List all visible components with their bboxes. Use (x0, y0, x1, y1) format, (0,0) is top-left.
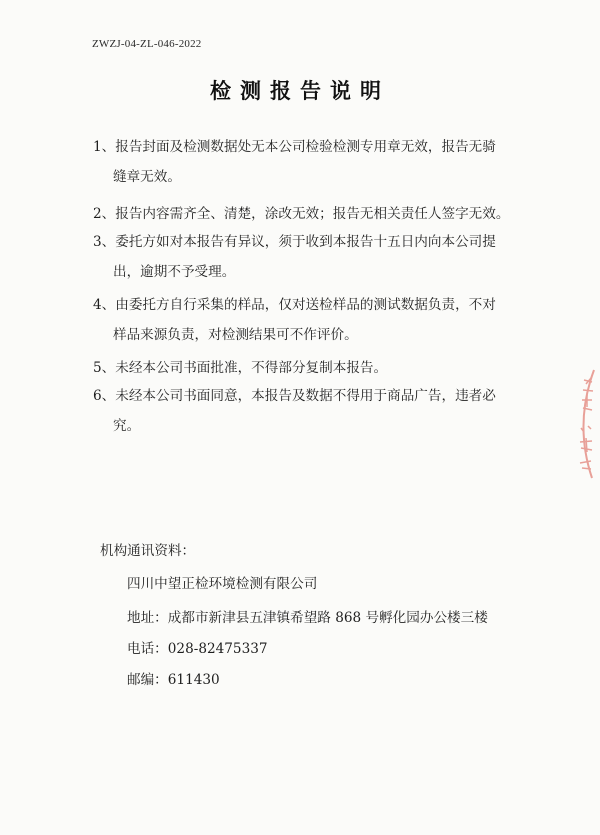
clause-4-line-1: 4、由委托方自行采集的样品，仅对送检样品的测试数据负责，不对 (93, 297, 496, 313)
contact-heading: 机构通讯资料： (100, 543, 196, 559)
stamp-glyph-2 (582, 395, 592, 410)
clause-3-line-1: 3、委托方如对本报告有异议，须于收到本报告十五日内向本公司提 (93, 234, 496, 250)
clause-4-line-2: 样品来源负责，对检测结果可不作评价。 (113, 327, 358, 343)
document-code: ZWZJ-04-ZL-046-2022 (92, 38, 202, 50)
clause-2 (93, 199, 533, 229)
clause-3 (93, 227, 533, 287)
contact-phone: 电话：028-82475337 (127, 641, 268, 657)
seam-stamp-fragment-icon (568, 368, 600, 480)
clause-6 (93, 381, 533, 441)
clause-5-line-1: 5、未经本公司书面批准，不得部分复制本报告。 (93, 360, 388, 376)
contact-postcode: 邮编：611430 (127, 672, 220, 688)
clause-6-line-2: 究。 (113, 418, 141, 434)
clause-5 (93, 353, 533, 383)
page-title: 检测报告说明 (210, 79, 390, 103)
clause-1 (93, 132, 533, 192)
clause-6-line-1: 6、未经本公司书面同意，本报告及数据不得用于商品广告，违者必 (93, 388, 496, 404)
clause-1-line-1: 1、报告封面及检测数据处无本公司检验检测专用章无效，报告无骑 (93, 139, 496, 155)
clause-2-line-1: 2、报告内容需齐全、清楚，涂改无效；报告无相关责任人签字无效。 (93, 206, 510, 222)
contact-company: 四川中望正检环境检测有限公司 (127, 576, 318, 592)
clause-1-line-2: 缝章无效。 (113, 169, 181, 185)
clause-3-line-2: 出，逾期不予受理。 (113, 264, 236, 280)
contact-address: 地址：成都市新津县五津镇希望路 868 号孵化园办公楼三楼 (127, 610, 488, 626)
clause-4 (93, 290, 533, 350)
